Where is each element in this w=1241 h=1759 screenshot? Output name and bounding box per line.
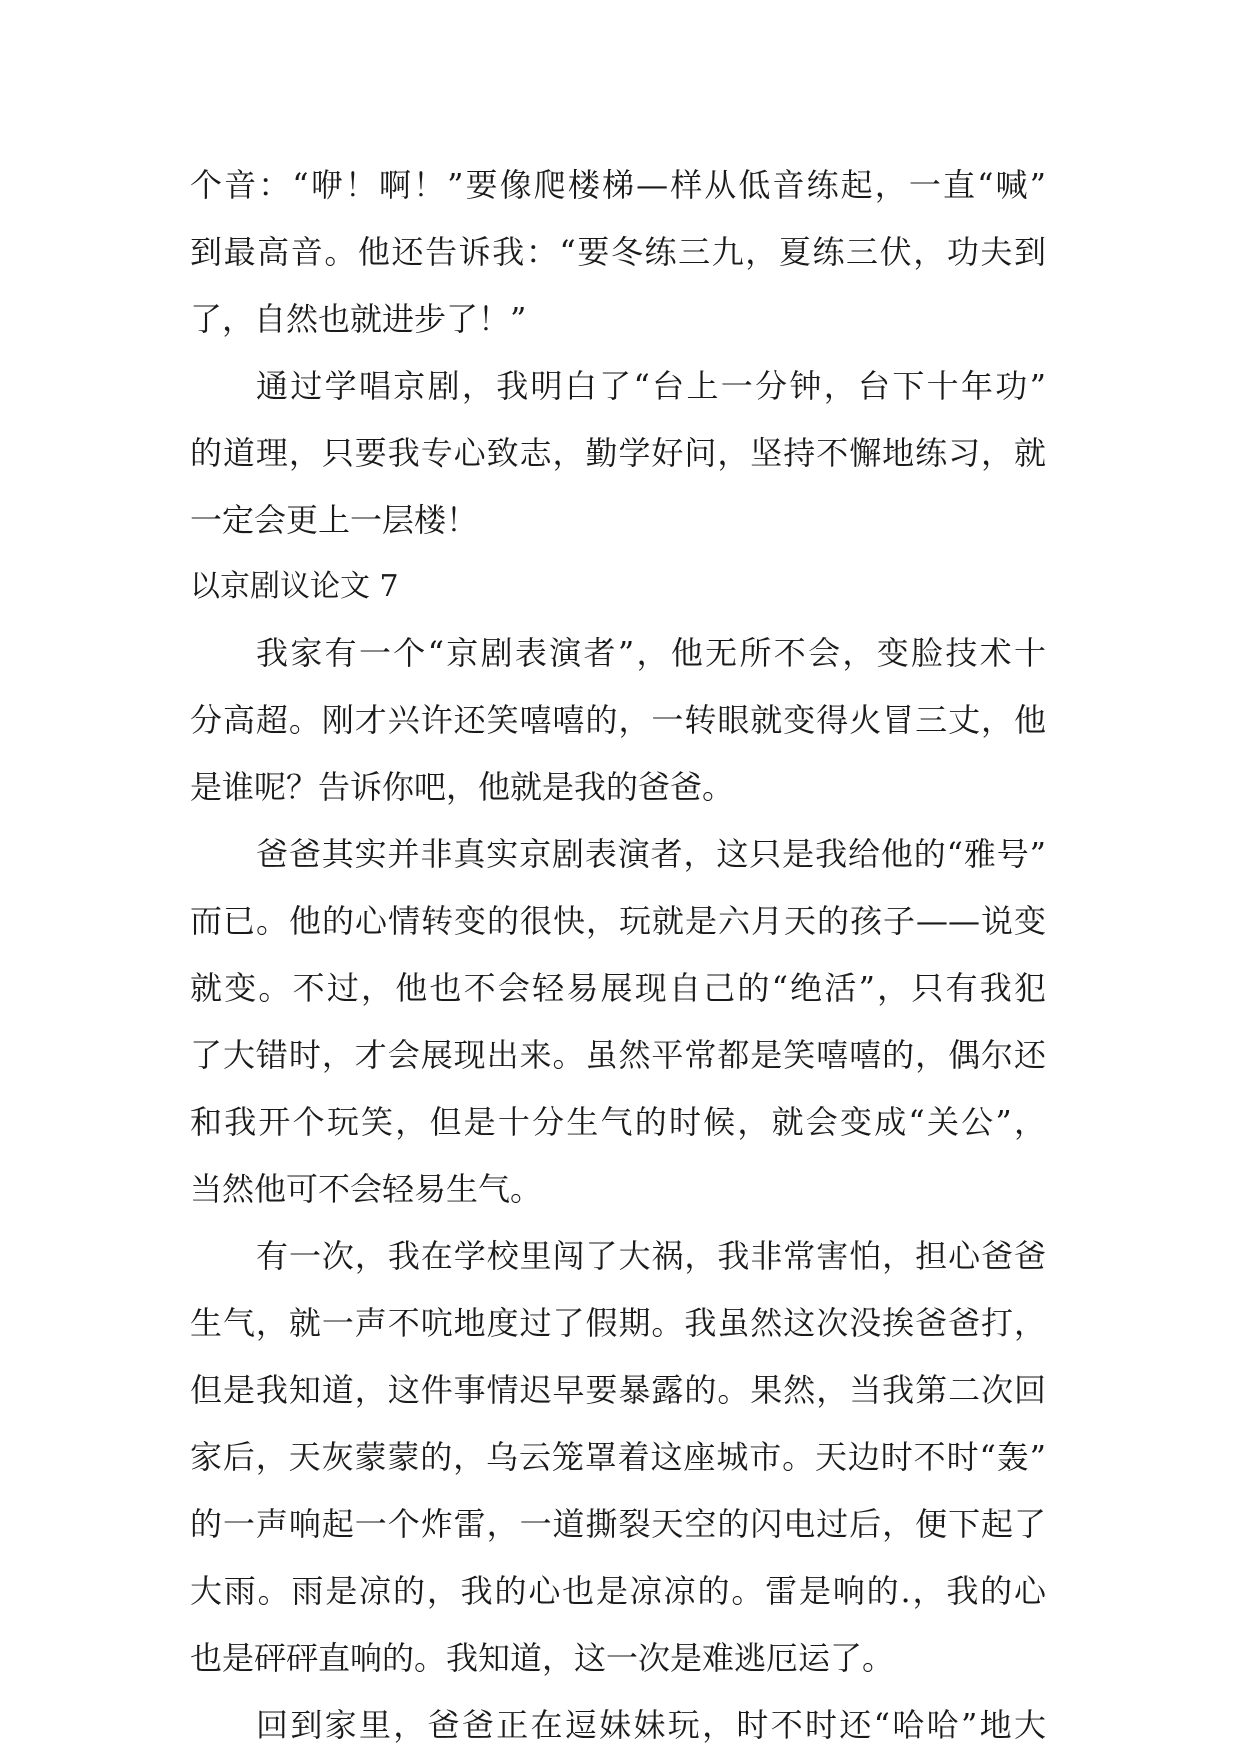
text-line: 但是我知道，这件事情迟早要暴露的。果然，当我第二次回: [190, 1371, 1046, 1409]
text-line: 分高超。刚才兴许还笑嘻嘻的，一转眼就变得火冒三丈，他: [190, 701, 1046, 739]
text-line: 的道理，只要我专心致志，勤学好问，坚持不懈地练习，就: [190, 434, 1046, 472]
paragraph-first-line: 我家有一个“京剧表演者”，他无所不会，变脸技术十: [256, 634, 1046, 672]
paragraph-first-line: 有一次，我在学校里闯了大祸，我非常害怕，担心爸爸: [256, 1237, 1046, 1275]
document-body: [190, 152, 1046, 1759]
text-line: 而已。他的心情转变的很快，玩就是六月天的孩子——说变: [190, 902, 1046, 940]
text-line: 也是砰砰直响的。我知道，这一次是难逃厄运了。: [190, 1639, 895, 1677]
text-line: 生气，就一声不吭地度过了假期。我虽然这次没挨爸爸打，: [190, 1304, 1046, 1342]
text-line: 是谁呢？告诉你吧，他就是我的爸爸。: [190, 768, 735, 806]
text-line: 了大错时，才会展现出来。虽然平常都是笑嘻嘻的，偶尔还: [190, 1036, 1046, 1074]
text-line: 一定会更上一层楼！: [190, 501, 479, 539]
text-line: 家后，天灰蒙蒙的，乌云笼罩着这座城市。天边时不时“轰”: [190, 1438, 1046, 1476]
text-line: 的一声响起一个炸雷，一道撕裂天空的闪电过后，便下起了: [190, 1505, 1046, 1543]
paragraph-first-line: 通过学唱京剧，我明白了“台上一分钟，台下十年功”: [256, 367, 1046, 405]
text-line: 大雨。雨是凉的，我的心也是凉凉的。雷是响的.，我的心: [190, 1572, 1046, 1610]
text-line: 和我开个玩笑，但是十分生气的时候，就会变成“关公”，: [190, 1103, 1046, 1141]
text-line: 到最高音。他还告诉我：“要冬练三九，夏练三伏，功夫到: [190, 233, 1046, 271]
text-line: 了，自然也就进步了！”: [190, 300, 527, 338]
text-line: 就变。不过，他也不会轻易展现自己的“绝活”，只有我犯: [190, 969, 1046, 1007]
paragraph-first-line: 回到家里，爸爸正在逗妹妹玩，时不时还“哈哈”地大: [256, 1706, 1046, 1744]
section-heading: 以京剧议论文 7: [190, 569, 399, 604]
text-line: 个音：“咿！啊！”要像爬楼梯—样从低音练起，一直“喊”: [190, 166, 1046, 204]
paragraph-first-line: 爸爸其实并非真实京剧表演者，这只是我给他的“雅号”: [256, 835, 1046, 873]
text-line: 当然他可不会轻易生气。: [190, 1170, 543, 1208]
